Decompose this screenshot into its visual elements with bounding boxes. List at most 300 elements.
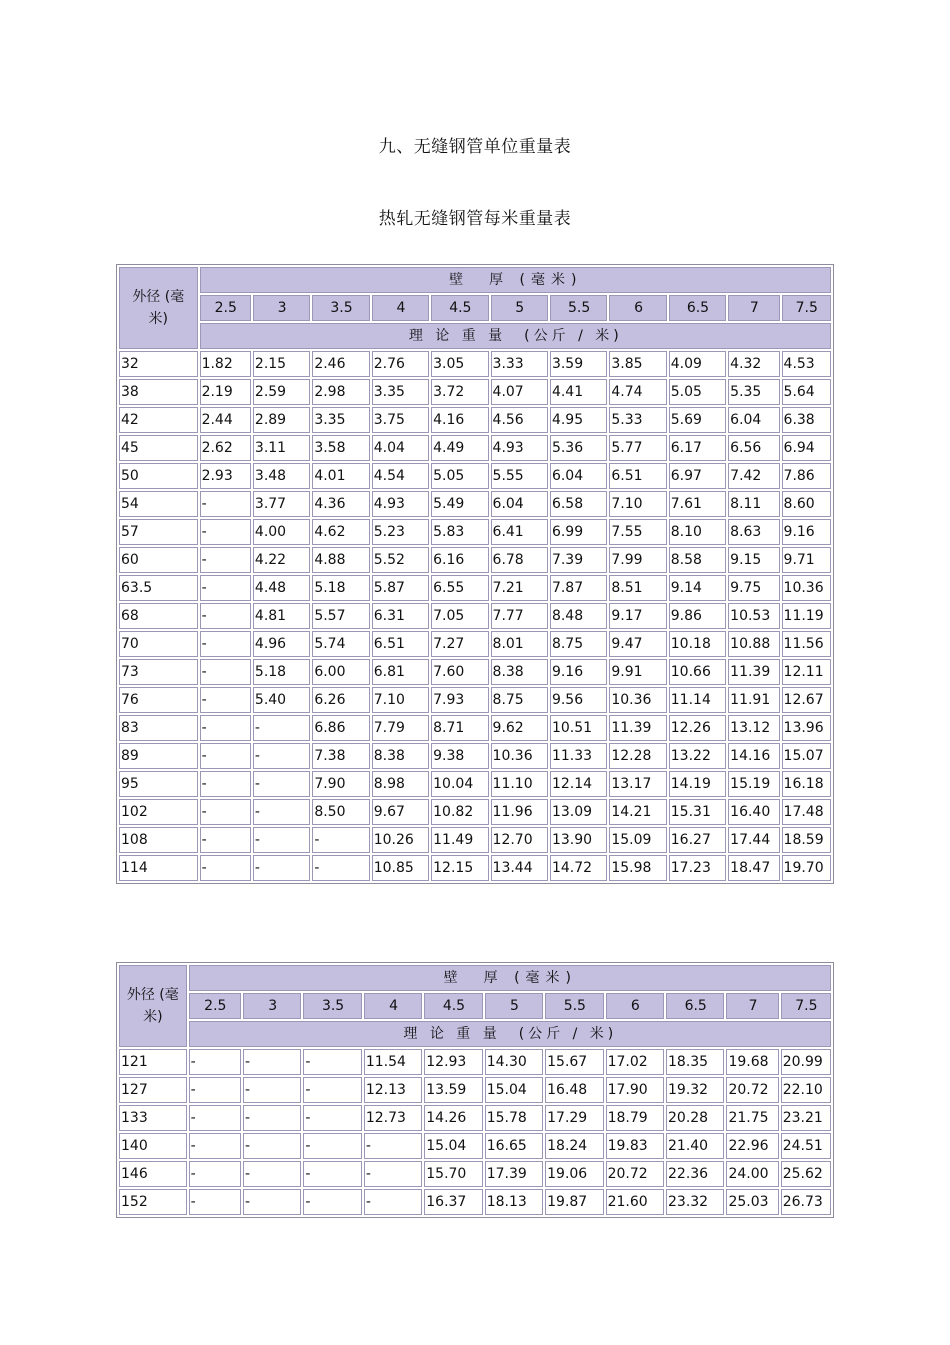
- weight-cell: 13.96: [782, 715, 831, 741]
- weight-cell: 3.48: [253, 463, 310, 489]
- weight-cell: 25.62: [781, 1161, 831, 1187]
- table-row: [119, 1133, 831, 1159]
- weight-cell: -: [189, 1077, 241, 1103]
- weight-cell: -: [200, 855, 251, 881]
- weight-cell: 5.55: [491, 463, 548, 489]
- weight-cell: 16.65: [485, 1133, 543, 1159]
- weight-cell: 17.90: [606, 1077, 664, 1103]
- weight-unit-header: 理 论 重 量 (公斤 / 米): [189, 1021, 831, 1047]
- weight-cell: 7.61: [669, 491, 726, 517]
- weight-cell: 8.51: [609, 575, 666, 601]
- weight-cell: 4.00: [253, 519, 310, 545]
- outer-diameter-cell: 108: [119, 827, 198, 853]
- weight-cell: 7.38: [312, 743, 369, 769]
- weight-cell: -: [303, 1161, 361, 1187]
- thickness-cell: 5.5: [550, 295, 607, 321]
- weight-cell: 6.00: [312, 659, 369, 685]
- weight-cell: 14.72: [550, 855, 607, 881]
- weight-cell: 20.28: [666, 1105, 724, 1131]
- weight-cell: 12.11: [782, 659, 831, 685]
- weight-cell: 9.15: [728, 547, 779, 573]
- weight-cell: 9.67: [372, 799, 429, 825]
- weight-cell: 5.64: [782, 379, 831, 405]
- weight-cell: 14.21: [609, 799, 666, 825]
- weight-cell: -: [189, 1161, 241, 1187]
- weight-cell: -: [243, 1161, 301, 1187]
- weight-cell: -: [243, 1189, 301, 1215]
- thickness-row: [119, 993, 831, 1019]
- weight-cell: 4.49: [431, 435, 488, 461]
- weight-cell: 4.22: [253, 547, 310, 573]
- weight-cell: 15.04: [485, 1077, 543, 1103]
- weight-cell: 6.55: [431, 575, 488, 601]
- weight-cell: 5.35: [728, 379, 779, 405]
- thickness-cell: 5: [491, 295, 548, 321]
- thickness-row: [119, 295, 831, 321]
- weight-cell: 15.78: [485, 1105, 543, 1131]
- thickness-cell: 7.5: [781, 993, 831, 1019]
- weight-cell: 8.98: [372, 771, 429, 797]
- weight-cell: 11.19: [782, 603, 831, 629]
- outer-diameter-cell: 68: [119, 603, 198, 629]
- weight-cell: 9.56: [550, 687, 607, 713]
- weight-cell: 3.85: [609, 351, 666, 377]
- weight-cell: 17.39: [485, 1161, 543, 1187]
- table-row: [119, 1049, 831, 1075]
- weight-cell: 16.48: [545, 1077, 603, 1103]
- outer-diameter-cell: 42: [119, 407, 198, 433]
- thickness-cell: 5.5: [545, 993, 603, 1019]
- weight-cell: 8.38: [491, 659, 548, 685]
- weight-cell: 2.44: [200, 407, 251, 433]
- weight-cell: -: [200, 799, 251, 825]
- outer-diameter-cell: 95: [119, 771, 198, 797]
- weight-cell: 17.02: [606, 1049, 664, 1075]
- weight-cell: 5.69: [669, 407, 726, 433]
- weight-cell: -: [303, 1049, 361, 1075]
- weight-cell: 10.04: [431, 771, 488, 797]
- weight-cell: 9.16: [550, 659, 607, 685]
- weight-cell: 3.77: [253, 491, 310, 517]
- weight-cell: 6.41: [491, 519, 548, 545]
- thickness-cell: 4: [372, 295, 429, 321]
- weight-cell: 2.98: [312, 379, 369, 405]
- weight-cell: 9.62: [491, 715, 548, 741]
- table-row: [119, 687, 831, 713]
- weight-cell: 4.81: [253, 603, 310, 629]
- thickness-cell: 2.5: [200, 295, 251, 321]
- table-row: [119, 1161, 831, 1187]
- weight-cell: 10.26: [372, 827, 429, 853]
- weight-cell: 23.32: [666, 1189, 724, 1215]
- weight-cell: 3.35: [312, 407, 369, 433]
- weight-cell: -: [243, 1105, 301, 1131]
- weight-cell: 7.93: [431, 687, 488, 713]
- weight-cell: 21.60: [606, 1189, 664, 1215]
- weight-unit-row: [119, 323, 831, 349]
- weight-cell: 5.33: [609, 407, 666, 433]
- weight-cell: 18.13: [485, 1189, 543, 1215]
- thickness-cell: 6: [606, 993, 664, 1019]
- weight-cell: 11.56: [782, 631, 831, 657]
- outer-diameter-cell: 152: [119, 1189, 187, 1215]
- weight-cell: 8.38: [372, 743, 429, 769]
- weight-cell: -: [312, 827, 369, 853]
- weight-cell: -: [253, 771, 310, 797]
- weight-cell: 2.76: [372, 351, 429, 377]
- weight-cell: 4.04: [372, 435, 429, 461]
- weight-cell: -: [189, 1189, 241, 1215]
- weight-cell: 4.09: [669, 351, 726, 377]
- weight-cell: 2.62: [200, 435, 251, 461]
- weight-cell: 4.41: [550, 379, 607, 405]
- weight-cell: 11.33: [550, 743, 607, 769]
- weight-cell: 10.66: [669, 659, 726, 685]
- weight-cell: -: [253, 827, 310, 853]
- weight-cell: -: [200, 575, 251, 601]
- weight-cell: 22.10: [781, 1077, 831, 1103]
- weight-table-1: [116, 264, 834, 884]
- weight-cell: 15.07: [782, 743, 831, 769]
- weight-cell: 13.90: [550, 827, 607, 853]
- weight-cell: 6.81: [372, 659, 429, 685]
- weight-cell: 8.10: [669, 519, 726, 545]
- weight-cell: 6.58: [550, 491, 607, 517]
- outer-diameter-cell: 60: [119, 547, 198, 573]
- thickness-cell: 4.5: [431, 295, 488, 321]
- weight-cell: 18.59: [782, 827, 831, 853]
- weight-cell: 13.12: [728, 715, 779, 741]
- weight-cell: 20.72: [606, 1161, 664, 1187]
- outer-diameter-cell: 102: [119, 799, 198, 825]
- weight-cell: 5.57: [312, 603, 369, 629]
- weight-cell: 15.09: [609, 827, 666, 853]
- weight-cell: 18.79: [606, 1105, 664, 1131]
- thickness-cell: 4: [364, 993, 422, 1019]
- weight-cell: 12.28: [609, 743, 666, 769]
- weight-cell: 24.51: [781, 1133, 831, 1159]
- weight-cell: 6.04: [491, 491, 548, 517]
- weight-cell: 6.56: [728, 435, 779, 461]
- weight-cell: 6.38: [782, 407, 831, 433]
- weight-cell: -: [200, 603, 251, 629]
- weight-cell: -: [312, 855, 369, 881]
- weight-cell: 22.96: [726, 1133, 778, 1159]
- weight-cell: 10.36: [491, 743, 548, 769]
- weight-cell: 19.06: [545, 1161, 603, 1187]
- weight-cell: -: [200, 771, 251, 797]
- outer-diameter-cell: 38: [119, 379, 198, 405]
- weight-cell: 3.11: [253, 435, 310, 461]
- weight-cell: -: [253, 743, 310, 769]
- weight-cell: 4.54: [372, 463, 429, 489]
- weight-cell: 2.59: [253, 379, 310, 405]
- weight-cell: 8.58: [669, 547, 726, 573]
- table-row: [119, 491, 831, 517]
- weight-cell: 9.86: [669, 603, 726, 629]
- weight-cell: 6.04: [550, 463, 607, 489]
- weight-cell: 4.01: [312, 463, 369, 489]
- thickness-cell: 7.5: [782, 295, 831, 321]
- weight-cell: 9.71: [782, 547, 831, 573]
- weight-cell: 3.35: [372, 379, 429, 405]
- outer-diameter-cell: 45: [119, 435, 198, 461]
- weight-cell: 18.47: [728, 855, 779, 881]
- weight-cell: 6.86: [312, 715, 369, 741]
- weight-cell: 19.32: [666, 1077, 724, 1103]
- weight-cell: 13.59: [424, 1077, 482, 1103]
- weight-cell: -: [200, 631, 251, 657]
- weight-cell: 15.19: [728, 771, 779, 797]
- thickness-cell: 2.5: [189, 993, 241, 1019]
- weight-cell: 10.82: [431, 799, 488, 825]
- outer-diameter-cell: 89: [119, 743, 198, 769]
- weight-cell: 5.74: [312, 631, 369, 657]
- weight-cell: 5.18: [253, 659, 310, 685]
- weight-cell: 7.86: [782, 463, 831, 489]
- weight-cell: 4.56: [491, 407, 548, 433]
- weight-cell: -: [189, 1133, 241, 1159]
- thickness-cell: 3.5: [312, 295, 369, 321]
- weight-cell: 23.21: [781, 1105, 831, 1131]
- outer-diameter-cell: 121: [119, 1049, 187, 1075]
- weight-cell: 6.94: [782, 435, 831, 461]
- weight-cell: 5.18: [312, 575, 369, 601]
- weight-cell: 11.14: [669, 687, 726, 713]
- weight-cell: 8.48: [550, 603, 607, 629]
- weight-cell: -: [243, 1049, 301, 1075]
- thickness-cell: 3: [253, 295, 310, 321]
- table-row: [119, 659, 831, 685]
- outer-diameter-cell: 146: [119, 1161, 187, 1187]
- weight-cell: 5.49: [431, 491, 488, 517]
- weight-cell: 16.40: [728, 799, 779, 825]
- outer-diameter-cell: 133: [119, 1105, 187, 1131]
- outer-diameter-cell: 70: [119, 631, 198, 657]
- weight-cell: -: [200, 687, 251, 713]
- outer-diameter-cell: 114: [119, 855, 198, 881]
- weight-cell: -: [253, 855, 310, 881]
- thickness-cell: 6.5: [669, 295, 726, 321]
- weight-table-2: [116, 962, 834, 1218]
- thickness-cell: 3.5: [303, 993, 361, 1019]
- weight-cell: 5.87: [372, 575, 429, 601]
- table-row: [119, 519, 831, 545]
- weight-cell: 8.50: [312, 799, 369, 825]
- weight-cell: 6.51: [609, 463, 666, 489]
- wall-thickness-header: 壁 厚 (毫米): [189, 965, 831, 991]
- weight-cell: 9.17: [609, 603, 666, 629]
- weight-cell: 4.88: [312, 547, 369, 573]
- weight-cell: 4.07: [491, 379, 548, 405]
- table-row: [119, 827, 831, 853]
- weight-cell: 21.75: [726, 1105, 778, 1131]
- weight-cell: 3.75: [372, 407, 429, 433]
- weight-cell: 9.16: [782, 519, 831, 545]
- weight-cell: 4.48: [253, 575, 310, 601]
- weight-cell: 7.21: [491, 575, 548, 601]
- weight-cell: 4.74: [609, 379, 666, 405]
- weight-cell: -: [253, 799, 310, 825]
- weight-unit-header: 理 论 重 量 (公斤 / 米): [200, 323, 831, 349]
- weight-cell: 9.91: [609, 659, 666, 685]
- weight-cell: 7.87: [550, 575, 607, 601]
- weight-cell: 15.67: [545, 1049, 603, 1075]
- thickness-cell: 5: [485, 993, 543, 1019]
- table-row: [119, 743, 831, 769]
- weight-cell: 12.70: [491, 827, 548, 853]
- weight-cell: -: [303, 1133, 361, 1159]
- weight-cell: 10.18: [669, 631, 726, 657]
- weight-cell: 8.11: [728, 491, 779, 517]
- weight-cell: 12.73: [364, 1105, 422, 1131]
- weight-cell: 4.62: [312, 519, 369, 545]
- table-row: [119, 407, 831, 433]
- weight-cell: 17.29: [545, 1105, 603, 1131]
- weight-cell: 10.36: [782, 575, 831, 601]
- weight-cell: 10.85: [372, 855, 429, 881]
- table-row: [119, 631, 831, 657]
- weight-cell: 7.77: [491, 603, 548, 629]
- weight-cell: 14.30: [485, 1049, 543, 1075]
- weight-unit-row: [119, 1021, 831, 1047]
- weight-cell: 5.36: [550, 435, 607, 461]
- weight-cell: -: [189, 1105, 241, 1131]
- table-row: [119, 715, 831, 741]
- outer-diameter-cell: 57: [119, 519, 198, 545]
- weight-cell: 8.60: [782, 491, 831, 517]
- weight-cell: 6.51: [372, 631, 429, 657]
- weight-cell: -: [303, 1105, 361, 1131]
- weight-cell: 3.59: [550, 351, 607, 377]
- weight-cell: 4.53: [782, 351, 831, 377]
- thickness-cell: 7: [726, 993, 778, 1019]
- weight-cell: 3.72: [431, 379, 488, 405]
- weight-cell: 11.39: [728, 659, 779, 685]
- weight-cell: 12.14: [550, 771, 607, 797]
- weight-cell: 3.33: [491, 351, 548, 377]
- weight-cell: 17.44: [728, 827, 779, 853]
- weight-cell: 4.36: [312, 491, 369, 517]
- weight-cell: 9.75: [728, 575, 779, 601]
- weight-cell: 6.31: [372, 603, 429, 629]
- thickness-cell: 6.5: [666, 993, 724, 1019]
- weight-cell: 26.73: [781, 1189, 831, 1215]
- weight-cell: 10.51: [550, 715, 607, 741]
- weight-cell: 13.17: [609, 771, 666, 797]
- header-row: [119, 965, 831, 991]
- weight-cell: -: [243, 1077, 301, 1103]
- weight-cell: 6.78: [491, 547, 548, 573]
- weight-cell: 19.83: [606, 1133, 664, 1159]
- table-row: [119, 575, 831, 601]
- weight-cell: 7.90: [312, 771, 369, 797]
- weight-cell: 4.96: [253, 631, 310, 657]
- table-row: [119, 463, 831, 489]
- table-row: [119, 771, 831, 797]
- header-row: [119, 267, 831, 293]
- outer-diameter-header: 外径 (毫米): [119, 965, 187, 1047]
- weight-cell: -: [364, 1161, 422, 1187]
- outer-diameter-header: 外径 (毫米): [119, 267, 198, 349]
- weight-cell: 6.26: [312, 687, 369, 713]
- weight-cell: 13.09: [550, 799, 607, 825]
- weight-cell: 4.16: [431, 407, 488, 433]
- weight-cell: 11.10: [491, 771, 548, 797]
- weight-cell: 8.63: [728, 519, 779, 545]
- weight-cell: 10.53: [728, 603, 779, 629]
- outer-diameter-cell: 140: [119, 1133, 187, 1159]
- weight-cell: 2.46: [312, 351, 369, 377]
- weight-cell: 8.75: [491, 687, 548, 713]
- weight-cell: 5.05: [431, 463, 488, 489]
- outer-diameter-cell: 32: [119, 351, 198, 377]
- weight-cell: -: [243, 1133, 301, 1159]
- weight-cell: 2.93: [200, 463, 251, 489]
- outer-diameter-cell: 76: [119, 687, 198, 713]
- weight-cell: -: [200, 827, 251, 853]
- weight-cell: 11.96: [491, 799, 548, 825]
- table-row: [119, 1189, 831, 1215]
- weight-cell: 2.15: [253, 351, 310, 377]
- weight-cell: -: [200, 743, 251, 769]
- weight-cell: 7.55: [609, 519, 666, 545]
- weight-cell: 17.48: [782, 799, 831, 825]
- weight-cell: 14.26: [424, 1105, 482, 1131]
- weight-cell: 7.42: [728, 463, 779, 489]
- table-row: [119, 855, 831, 881]
- weight-cell: 1.82: [200, 351, 251, 377]
- table-row: [119, 1105, 831, 1131]
- weight-cell: 13.44: [491, 855, 548, 881]
- weight-cell: 8.01: [491, 631, 548, 657]
- weight-cell: 7.60: [431, 659, 488, 685]
- weight-cell: 7.99: [609, 547, 666, 573]
- weight-cell: 11.39: [609, 715, 666, 741]
- table-row: [119, 1077, 831, 1103]
- weight-cell: -: [364, 1133, 422, 1159]
- table-row: [119, 547, 831, 573]
- weight-cell: 9.14: [669, 575, 726, 601]
- weight-cell: -: [200, 715, 251, 741]
- weight-cell: 7.39: [550, 547, 607, 573]
- thickness-cell: 7: [728, 295, 779, 321]
- weight-cell: 2.19: [200, 379, 251, 405]
- weight-cell: 11.54: [364, 1049, 422, 1075]
- weight-cell: 15.31: [669, 799, 726, 825]
- outer-diameter-cell: 54: [119, 491, 198, 517]
- weight-cell: 7.10: [609, 491, 666, 517]
- weight-cell: 16.18: [782, 771, 831, 797]
- weight-cell: 10.88: [728, 631, 779, 657]
- outer-diameter-cell: 63.5: [119, 575, 198, 601]
- weight-cell: 19.68: [726, 1049, 778, 1075]
- weight-cell: 16.37: [424, 1189, 482, 1215]
- weight-cell: 15.98: [609, 855, 666, 881]
- thickness-cell: 3: [243, 993, 301, 1019]
- weight-cell: 8.71: [431, 715, 488, 741]
- weight-cell: 5.77: [609, 435, 666, 461]
- thickness-cell: 6: [609, 295, 666, 321]
- weight-cell: 7.10: [372, 687, 429, 713]
- weight-cell: 6.04: [728, 407, 779, 433]
- weight-cell: 12.13: [364, 1077, 422, 1103]
- weight-cell: 4.93: [491, 435, 548, 461]
- weight-cell: 6.97: [669, 463, 726, 489]
- weight-cell: -: [200, 519, 251, 545]
- weight-cell: 14.19: [669, 771, 726, 797]
- weight-cell: -: [253, 715, 310, 741]
